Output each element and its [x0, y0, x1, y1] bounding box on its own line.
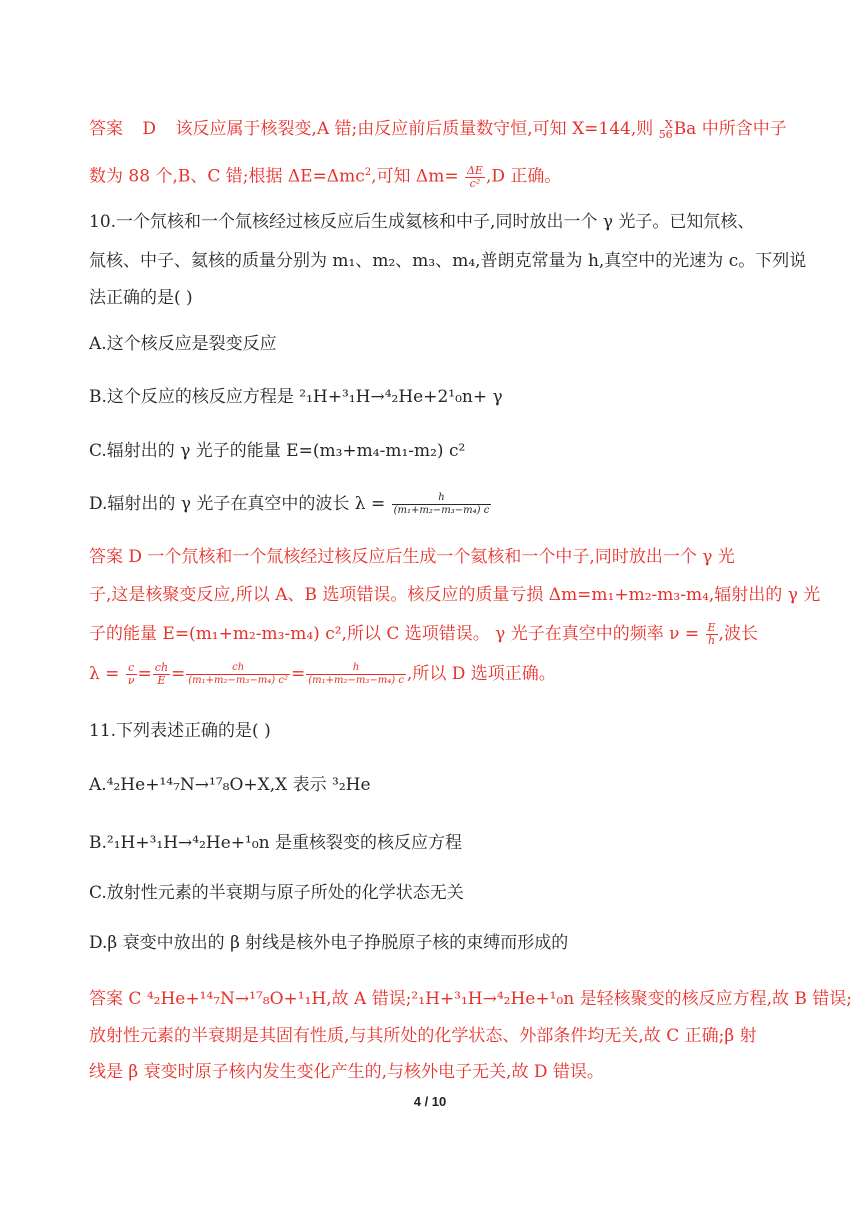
h-over-mass-fraction: $\frac{h}{\text{(m₁+m₂−m₃−m₄) c}}$ — [308, 662, 404, 686]
delta-e-over-c2-fraction: $\frac{\Delta E}{\text{c²}}$ — [466, 163, 483, 190]
answer-text: 数为 88 个,B、C 错;根据 ΔE=Δmc — [89, 166, 365, 187]
q11-answer-line-1: 答案 C ⁴₂He+¹⁴₇N→¹⁷₈O+¹₁H,故 A 错误;²₁H+³₁H→⁴₂He+¹₀n 是轻核聚变的核反应方程,故 B 错误; — [89, 989, 853, 1009]
q10-option-d — [89, 492, 492, 517]
ba-isotope: X 56 — [658, 117, 673, 141]
q10-answer-line-4: λ = $\frac{c}{\nu}$ = $\frac{ch}{E}$ = $\frac{ch}{\text{(m₁+m₂−m₃−m₄) c²}}$ = $\frac{h}{\text{(m₁+m₂−m₃−m₄) c}}$ ,所以 D 选项正确。 — [89, 661, 556, 687]
q10-option-c: C.辐射出的 γ 光子的能量 E=(m₃+m₄-m₁-m₂) c² — [89, 441, 466, 461]
answer-choice: D — [142, 119, 157, 139]
q10-answer-line-1: 答案 D 一个氘核和一个氚核经过核反应后生成一个氦核和一个中子,同时放出一个 γ 光 — [89, 547, 735, 567]
q11-option-c: C.放射性元素的半衰期与原子所处的化学状态无关 — [89, 883, 464, 903]
option-text: D.辐射出的 γ 光子在真空中的波长 λ = — [89, 494, 386, 514]
q9-answer-line-2 — [89, 162, 561, 190]
q10-stem-1: 10.一个氘核和一个氚核经过核反应后生成氦核和中子,同时放出一个 γ 光子。已知氘核、 — [89, 212, 755, 232]
answer-label: 答案 — [89, 119, 123, 139]
answer-text-tail: Ba 中所含中子 — [673, 119, 787, 139]
answer-text: 该反应属于核裂变,A 错;由反应前后质量数守恒,可知 X=144,则 — [175, 119, 654, 139]
q11-option-a: A.⁴₂He+¹⁴₇N→¹⁷₈O+X,X 表示 ³₂He — [89, 775, 371, 795]
ch-over-mass-fraction: $\frac{ch}{\text{(m₁+m₂−m₃−m₄) c²}}$ — [188, 662, 288, 686]
q10-option-b: B.这个反应的核反应方程是 ²₁H+³₁H→⁴₂He+2¹₀n+ γ — [89, 387, 503, 407]
q10-answer-line-2: 子,这是核聚变反应,所以 A、B 选项错误。核反应的质量亏损 Δm=m₁+m₂-m₃-m₄,辐射出的 γ 光 — [89, 585, 821, 605]
q10-stem-3: 法正确的是( ) — [89, 288, 193, 308]
q10-answer-line-3 — [89, 622, 758, 647]
frequency-fraction: $\frac{E}{h}$ — [707, 621, 716, 647]
c-over-nu-fraction: $\frac{c}{\nu}$ — [127, 661, 135, 687]
wavelength-fraction: $\frac{h}{\text{(m₁+m₂−m₃−m₄) c}}$ — [393, 492, 490, 516]
page-number: 4 / 10 — [413, 1094, 447, 1109]
answer-text: ,D 正确。 — [485, 166, 562, 187]
answer-text: λ = — [89, 664, 120, 684]
superscript: 2 — [364, 167, 372, 178]
q11-option-b: B.²₁H+³₁H→⁴₂He+¹₀n 是重核裂变的核反应方程 — [89, 833, 463, 853]
q11-option-d: D.β 衰变中放出的 β 射线是核外电子挣脱原子核的束缚而形成的 — [89, 933, 569, 953]
answer-text: ,可知 Δm= — [371, 166, 459, 187]
q10-stem-2: 氚核、中子、氦核的质量分别为 m₁、m₂、m₃、m₄,普朗克常量为 h,真空中的光速为 c。下列说 — [89, 251, 807, 271]
answer-text: 子的能量 E=(m₁+m₂-m₃-m₄) c²,所以 C 选项错误。 γ 光子在真空中的频率 ν = — [89, 624, 700, 644]
q11-answer-line-3: 线是 β 衰变时原子核内发生变化产生的,与核外电子无关,故 D 错误。 — [89, 1062, 604, 1082]
answer-text: ,波长 — [718, 624, 758, 644]
q11-stem: 11.下列表述正确的是( ) — [89, 721, 271, 741]
q10-option-a: A.这个核反应是裂变反应 — [89, 334, 277, 354]
answer-text: ,所以 D 选项正确。 — [406, 664, 556, 684]
q11-answer-line-2: 放射性元素的半衰期是其固有性质,与其所处的化学状态、外部条件均无关,故 C 正确;β 射 — [89, 1026, 757, 1046]
q9-answer-line-1 — [89, 118, 787, 140]
ch-over-e-fraction: $\frac{ch}{E}$ — [154, 661, 169, 687]
